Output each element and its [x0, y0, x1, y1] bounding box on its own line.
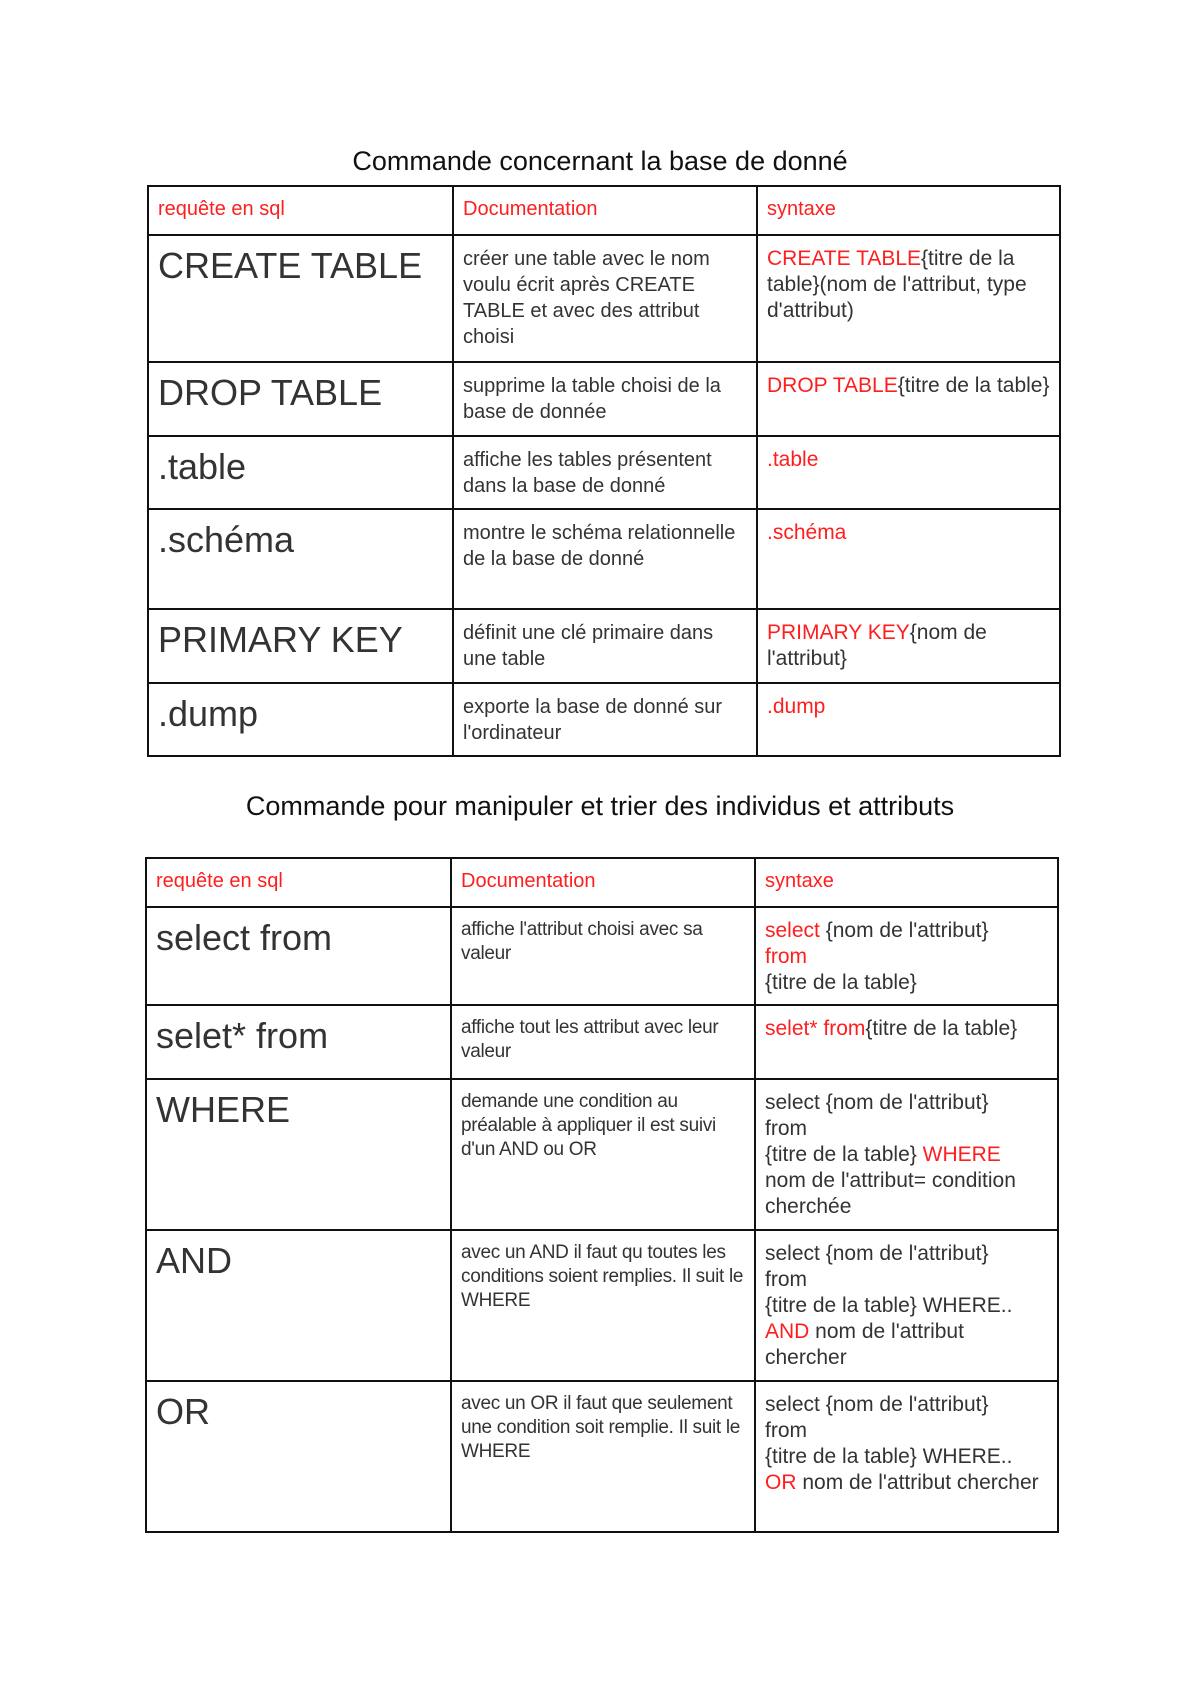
syntax-line [765, 1142, 1048, 1168]
syntax-cell [755, 907, 1058, 1005]
syntax-text: {titre de la table} [765, 971, 917, 994]
syntax-keyword: PRIMARY KEY [767, 621, 910, 644]
syntax-keyword: select [765, 919, 820, 942]
syntax-cell [755, 1079, 1058, 1230]
command-cell: PRIMARY KEY [148, 609, 453, 683]
table-row [148, 509, 1060, 609]
syntax-cell [755, 1381, 1058, 1532]
syntax-cell [757, 436, 1060, 509]
syntax-text: nom de l'attribut chercher [796, 1471, 1039, 1494]
header-sql-request: requête en sql [148, 186, 453, 235]
syntax-text: nom de l'attribut= condition cherchée [765, 1169, 1016, 1218]
syntax-rest: {titre de la table}(nom de l'attribut, type d'attribut) [767, 247, 1027, 322]
header-syntax: syntaxe [757, 186, 1060, 235]
syntax-keyword: CREATE TABLE [767, 247, 922, 270]
command-cell: OR [146, 1381, 451, 1532]
syntax-line [765, 1470, 1048, 1496]
syntax-text: {nom de l'attribut} [819, 919, 989, 942]
syntax-text: nom de l'attribut chercher [765, 1320, 964, 1369]
syntax-rest: {titre de la table} [897, 374, 1050, 397]
command-cell: .dump [148, 683, 453, 756]
section2-title: Commande pour manipuler et trier des individus et attributs [245, 791, 955, 821]
syntax-cell [757, 609, 1060, 683]
table-row [146, 1381, 1058, 1532]
table-row [146, 907, 1058, 1005]
syntax-text: {titre de la table} [865, 1017, 1018, 1040]
syntax-keyword: from [765, 945, 807, 968]
doc-cell: demande une condition au préalable à appliquer il est suivi d'un AND ou OR [451, 1079, 755, 1230]
syntax-keyword: AND [765, 1320, 810, 1343]
syntax-cell [757, 235, 1060, 362]
table-row [148, 436, 1060, 509]
syntax-keyword: .table [767, 448, 819, 471]
syntax-line [765, 918, 1048, 944]
command-cell: DROP TABLE [148, 362, 453, 436]
doc-cell: avec un OR il faut que seulement une condition soit remplie. Il suit le WHERE [451, 1381, 755, 1532]
doc-cell: exporte la base de donné sur l'ordinateur [453, 683, 757, 756]
syntax-text: {titre de la table} WHERE.. [765, 1294, 1013, 1317]
doc-cell: supprime la table choisi de la base de donnée [453, 362, 757, 436]
doc-cell: affiche l'attribut choisi avec sa valeur [451, 907, 755, 1005]
syntax-cell [757, 683, 1060, 756]
doc-cell: affiche les tables présentent dans la base de donné [453, 436, 757, 509]
syntax-rest: {nom de l'attribut} [767, 621, 987, 670]
syntax-text: from [765, 1419, 807, 1442]
syntax-text: from [765, 1117, 807, 1140]
syntax-keyword: .dump [767, 695, 826, 718]
syntax-text: {titre de la table} [765, 1143, 923, 1166]
command-cell: .schéma [148, 509, 453, 609]
header-documentation: Documentation [453, 186, 757, 235]
syntax-keyword: selet* from [765, 1017, 866, 1040]
command-cell: WHERE [146, 1079, 451, 1230]
table-row [148, 683, 1060, 756]
syntax-text: {titre de la table} WHERE.. [765, 1445, 1013, 1468]
doc-cell: créer une table avec le nom voulu écrit après CREATE TABLE et avec des attribut choisi [453, 235, 757, 362]
command-cell: AND [146, 1230, 451, 1381]
table-header-row [148, 186, 1060, 235]
header-documentation: Documentation [451, 858, 755, 907]
syntax-text: select {nom de l'attribut} [765, 1393, 989, 1416]
manipulation-commands-table [145, 857, 1059, 1533]
section1-title: Commande concernant la base de donné [352, 146, 848, 176]
syntax-keyword: OR [765, 1471, 797, 1494]
table-row [146, 1079, 1058, 1230]
syntax-text: select {nom de l'attribut} [765, 1242, 989, 1265]
syntax-cell [757, 509, 1060, 609]
table-header-row [146, 858, 1058, 907]
syntax-cell [755, 1005, 1058, 1079]
command-cell: selet* from [146, 1005, 451, 1079]
header-sql-request: requête en sql [146, 858, 451, 907]
syntax-keyword: WHERE [922, 1143, 1001, 1166]
syntax-text: from [765, 1268, 807, 1291]
syntax-line [765, 1319, 1048, 1371]
command-cell: select from [146, 907, 451, 1005]
syntax-keyword: .schéma [767, 521, 847, 544]
syntax-text: select {nom de l'attribut} [765, 1091, 989, 1114]
header-syntax: syntaxe [755, 858, 1058, 907]
table-row [148, 235, 1060, 362]
syntax-keyword: DROP TABLE [767, 374, 898, 397]
doc-cell: affiche tout les attribut avec leur valeur [451, 1005, 755, 1079]
command-cell: CREATE TABLE [148, 235, 453, 362]
syntax-cell [757, 362, 1060, 436]
database-commands-table [147, 185, 1061, 757]
table-row [148, 609, 1060, 683]
command-cell: .table [148, 436, 453, 509]
doc-cell: définit une clé primaire dans une table [453, 609, 757, 683]
table-row [146, 1005, 1058, 1079]
table-row [146, 1230, 1058, 1381]
doc-cell: avec un AND il faut qu toutes les conditions soient remplies. Il suit le WHERE [451, 1230, 755, 1381]
syntax-cell [755, 1230, 1058, 1381]
doc-cell: montre le schéma relationnelle de la base de donné [453, 509, 757, 609]
table-row [148, 362, 1060, 436]
